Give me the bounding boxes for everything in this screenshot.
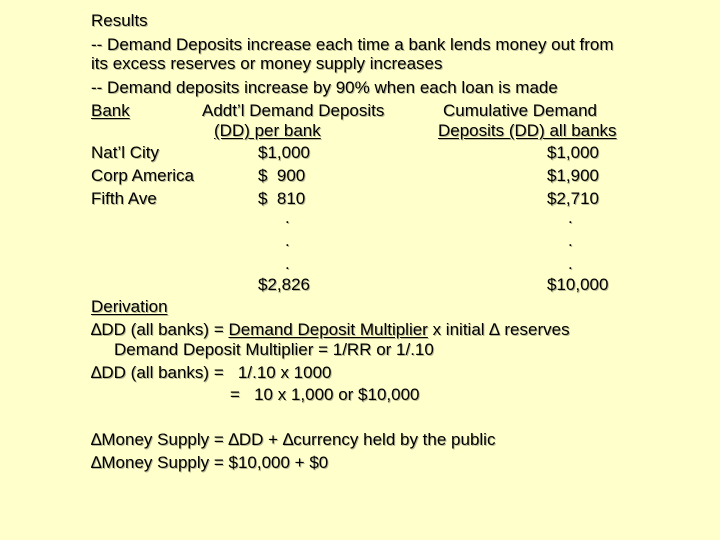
- bullet-line-2: its excess reserves or money supply increases: [91, 54, 443, 73]
- ellipsis-dot: .: [568, 254, 573, 273]
- derivation-line-3: ∆DD (all banks) = 1/.10 x 1000: [91, 363, 332, 382]
- row-bank-1: Nat’l City: [91, 143, 160, 162]
- derivation-line-1-pre: ∆DD (all banks) =: [91, 320, 229, 339]
- derivation-line-1-post: x initial ∆ reserves: [427, 320, 570, 339]
- ellipsis-dot: .: [568, 208, 573, 227]
- row-addtl-3: $ 810: [258, 189, 306, 208]
- multiplier-term: Demand Deposit Multiplier: [228, 320, 428, 339]
- col-header-cum-line2: Deposits (DD) all banks: [438, 121, 617, 140]
- col-header-addtl-line1: Addt’l Demand Deposits: [202, 101, 385, 120]
- col-header-addtl-line2: (DD) per bank: [214, 121, 321, 140]
- ellipsis-dot: .: [285, 231, 290, 250]
- row-cum-1: $1,000: [547, 143, 599, 162]
- bullet-line-1: -- Demand Deposits increase each time a bank lends money out from: [91, 35, 614, 54]
- money-supply-line-2: ∆Money Supply = $10,000 + $0: [91, 453, 329, 472]
- results-title: Results: [91, 11, 148, 30]
- row-cum-2: $1,900: [547, 166, 599, 185]
- ellipsis-dot: .: [285, 254, 290, 273]
- ellipsis-dot: .: [568, 231, 573, 250]
- row-addtl-1: $1,000: [258, 143, 310, 162]
- col-header-bank: Bank: [91, 101, 130, 120]
- total-cum: $10,000: [547, 275, 609, 294]
- derivation-line-1: [91, 320, 570, 340]
- col-header-cum-line1: Cumulative Demand: [443, 101, 598, 120]
- derivation-line-2: Demand Deposit Multiplier = 1/RR or 1/.10: [114, 340, 434, 359]
- total-addtl: $2,826: [258, 275, 310, 294]
- row-cum-3: $2,710: [547, 189, 599, 208]
- ellipsis-dot: .: [285, 208, 290, 227]
- bullet-line-3: -- Demand deposits increase by 90% when each loan is made: [91, 78, 558, 97]
- row-bank-2: Corp America: [91, 166, 194, 185]
- row-addtl-2: $ 900: [258, 166, 306, 185]
- money-supply-line-1: ∆Money Supply = ∆DD + ∆currency held by the public: [91, 430, 496, 449]
- derivation-heading: Derivation: [91, 297, 168, 316]
- row-bank-3: Fifth Ave: [91, 189, 157, 208]
- derivation-line-4: = 10 x 1,000 or $10,000: [230, 385, 420, 404]
